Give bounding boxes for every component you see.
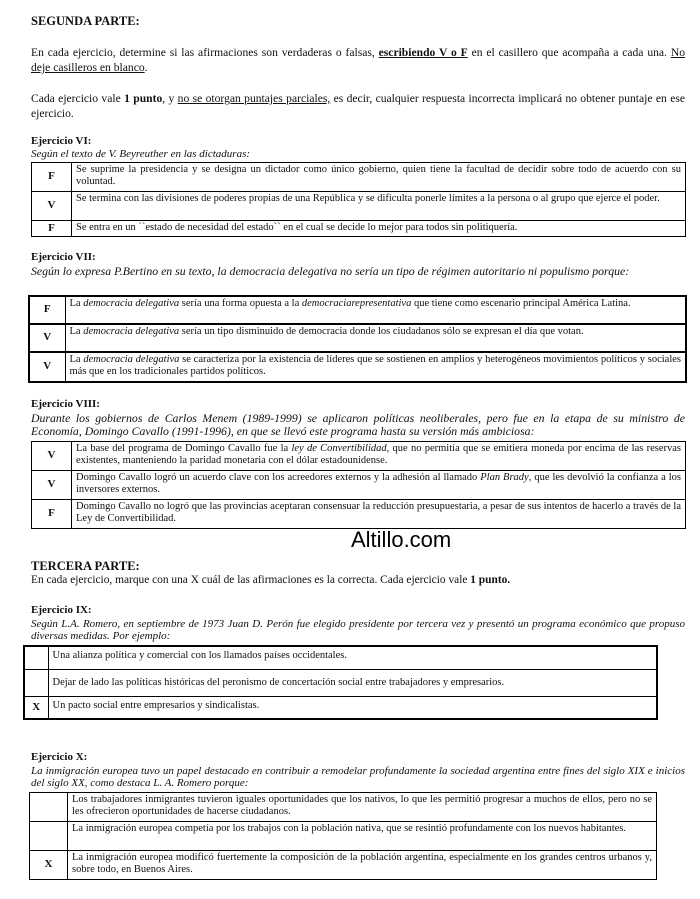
statement-cell [72,442,686,471]
table-row [32,471,686,500]
exercise-9-table [23,645,658,720]
answer-cell[interactable] [30,822,68,851]
exercise-6-subtitle: Según el texto de V. Beyreuther en las dictaduras: [31,148,251,160]
instr-text: En cada ejercicio, marque con una X cuál de las afirmaciones es la correcta. Cada ejercicio vale [31,574,471,586]
answer-cell[interactable]: F [32,163,72,192]
exercise-8-subtitle: Durante los gobiernos de Carlos Menem (1989-1999) se aplicaron políticas neoliberales, pero fue en la etapa de su ministro de Economía, Domingo Cavallo (1991-1996), en que se llevó este programa hasta su versión más ambiciosa: [31,411,685,438]
statement-text: , que les devolvió la confianza a los inversores externos. [76,472,681,495]
statement-italic: Plan Brady [480,472,529,483]
exercise-7-title: Ejercicio VII: [31,251,96,263]
statement-cell [72,471,686,500]
statement-italic: democracia delegativa [83,326,180,337]
table-row [32,192,686,221]
statement-text: La [69,326,84,337]
answer-cell[interactable] [24,646,48,669]
table-row [30,851,657,880]
table-row [32,442,686,471]
statement-cell [65,324,686,352]
answer-cell[interactable]: V [32,471,72,500]
instr-bold: 1 punto. [470,574,511,586]
section-title-tercera: TERCERA PARTE: [31,559,140,573]
table-row [29,352,686,382]
answer-cell[interactable]: X [24,696,48,719]
statement-text: La [69,354,84,365]
exercise-7-table [28,295,687,383]
statement-text: sería una forma opuesta a la [179,298,302,309]
answer-cell[interactable]: F [29,296,65,324]
statement-text: que no permitía que se emitiera moneda por encima de las reservas existentes, manteniendo la paridad monetaria con el dólar estadounidense. [76,443,681,466]
answer-cell[interactable] [24,669,48,696]
instr-bold: 1 punto [124,92,163,105]
statement-cell: Los trabajadores inmigrantes tuvieron iguales oportunidades que los nativos, lo que les permitió progresar a muchos de ellos, pero no se les ofrecieron oportunidades de hacerse ciudadanos. [68,793,657,822]
section-title-segunda: SEGUNDA PARTE: [31,14,140,28]
statement-cell: Se entra en un ``estado de necesidad del estado`` en el cual se decide lo mejor para todos sin politiquería. [72,221,686,237]
answer-cell[interactable] [30,793,68,822]
answer-cell[interactable]: V [32,442,72,471]
statement-cell [72,500,686,529]
statement-text: Domingo Cavallo no logró que las provincias aceptaran consensuar la reducción presupuestaria, a pesar de sus intentos de hacerlo a través de la Ley de Convertibilidad. [76,501,681,524]
statement-cell: Un pacto social entre empresarios y sindicalistas. [48,696,657,719]
statement-cell [65,352,686,382]
table-row [24,646,657,669]
instr-underline: no se otorgan puntajes parciales, [177,92,331,105]
statement-cell: La inmigración europea modificó fuertemente la composición de la población argentina, especialmente en los grandes centros urbanos y, sobre todo, en Buenos Aires. [68,851,657,880]
statement-italic: democraciarepresentativa [301,298,412,309]
exercise-9-title: Ejercicio IX: [31,604,92,616]
instr-text: en el casillero que acompaña a cada una. [467,46,671,59]
exercise-7-subtitle: Según lo expresa P.Bertino en su texto, la democracia delegativa no sería un tipo de régimen autoritario ni populismo porque: [31,264,630,278]
answer-cell[interactable]: V [29,324,65,352]
instr-text: . [144,61,148,74]
statement-cell: La inmigración europea competía por los trabajos con la población nativa, que se resintió profundamente con los nuevos habitantes. [68,822,657,851]
statement-text: que tiene como escenario principal América Latina. [411,298,631,309]
instr-text: es decir, cualquier respuesta incorrecta implicará no obtener puntaje en ese ejercicio. [31,92,685,120]
table-row [30,793,657,822]
instructions-paragraph-2 [31,91,685,121]
statement-cell: Se termina con las divisiones de poderes propias de una República y se dificulta ponerle límites a la persona o al grupo que ejerce el poder. [72,192,686,221]
answer-cell[interactable]: V [29,352,65,382]
tercera-instructions [31,573,685,588]
instr-underline: No deje casilleros en blanco [31,46,685,74]
table-row [32,163,686,192]
watermark-text: Altillo.com [351,527,452,552]
exercise-9-subtitle: Según L.A. Romero, en septiembre de 1973 Juan D. Perón fue elegido presidente por tercera vez y presentó un programa económico que propuso diversas medidas. Por ejemplo: [31,618,685,642]
answer-cell[interactable]: V [32,192,72,221]
table-row [24,669,657,696]
exercise-8-title: Ejercicio VIII: [31,398,100,410]
exercise-10-title: Ejercicio X: [31,751,88,763]
exercise-10-subtitle: La inmigración europea tuvo un papel destacado en contribuir a remodelar profundamente la sociedad argentina entre fines del siglo XIX e inicios del siglo XX, como destaca L. A. Romero porque: [31,765,685,789]
instr-text: , y [162,92,178,105]
statement-cell: Dejar de lado las políticas históricas del peronismo de concertación social entre trabajadores y empresarios. [48,669,657,696]
statement-italic: democracia delegativa [83,354,180,365]
table-row [24,696,657,719]
instructions-paragraph-1 [31,45,685,75]
instr-text: En cada ejercicio, determine si las afirmaciones son verdaderas o falsas, [31,46,379,59]
table-row [32,500,686,529]
instr-emphasis: escribiendo V o F [378,46,468,59]
statement-text: La base del programa de Domingo Cavallo fue la [76,443,292,454]
table-row [30,822,657,851]
statement-italic: ley de Convertibilidad, [291,443,390,454]
answer-cell[interactable]: F [32,221,72,237]
statement-italic: democracia delegativa [83,298,180,309]
answer-cell[interactable]: F [32,500,72,529]
statement-text: La [69,298,84,309]
exercise-6-table [31,162,686,237]
exercise-6-title: Ejercicio VI: [31,135,92,147]
statement-text: sería un tipo disminuido de democracia donde los ciudadanos sólo se expresan el día que votan. [179,326,584,337]
answer-cell[interactable]: X [30,851,68,880]
table-row [29,324,686,352]
statement-cell [65,296,686,324]
statement-text: Domingo Cavallo logró un acuerdo clave con los acreedores externos y la adhesión al llamado [76,472,481,483]
table-row [29,296,686,324]
instr-text: Cada ejercicio vale [31,92,125,105]
exercise-10-table [29,792,657,880]
statement-cell: Se suprime la presidencia y se designa un dictador como único gobierno, quien tiene la facultad de decidir sobre todo de acuerdo con su voluntad. [72,163,686,192]
statement-text: se caracteriza por la existencia de líderes que se sostienen en amplios y heterogéneos movimientos políticos y sociales más que en los tradicionales partidos políticos. [69,354,681,377]
table-row [32,221,686,237]
exercise-8-table [31,441,686,529]
statement-cell: Una alianza política y comercial con los llamados países occidentales. [48,646,657,669]
